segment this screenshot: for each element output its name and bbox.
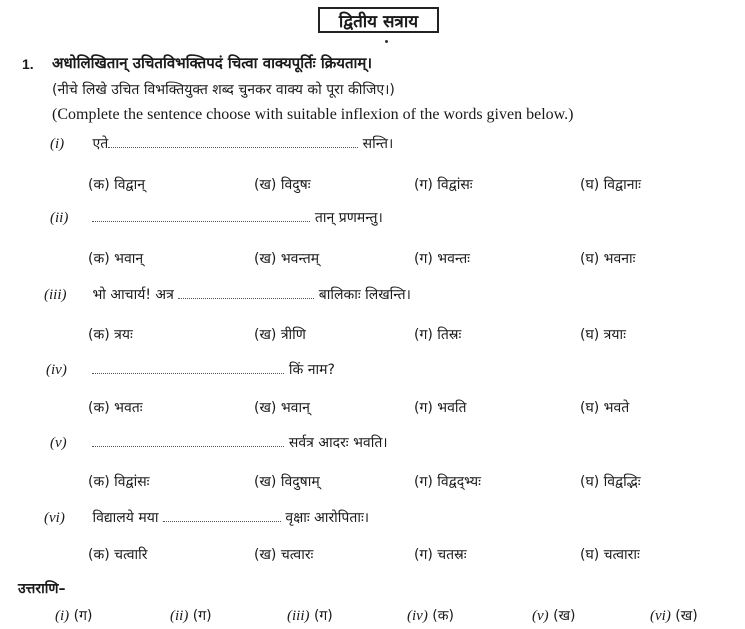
option: (क) भवान् bbox=[88, 251, 144, 267]
item-after: बालिकाः लिखन्ति। bbox=[318, 287, 411, 303]
item-vi bbox=[44, 508, 369, 527]
item-number: (ii) bbox=[50, 210, 69, 226]
blank[interactable] bbox=[163, 511, 281, 522]
question-heading: अधोलिखितान् उचितविभक्तिपदं चित्वा वाक्यपूर्तिः क्रियताम्। bbox=[52, 54, 373, 72]
question-number: 1. bbox=[22, 56, 34, 72]
option: (घ) भवते bbox=[580, 400, 630, 416]
item-after: सन्ति। bbox=[362, 136, 394, 152]
item-before: भो आचार्य! अत्र bbox=[92, 287, 174, 303]
blank[interactable] bbox=[92, 363, 284, 374]
item-before: विद्यालये मया bbox=[92, 510, 159, 526]
option: (ग) तिस्रः bbox=[414, 327, 462, 343]
section-title-text: द्वितीय सत्राय bbox=[338, 11, 419, 32]
option: (ख) विदुषः bbox=[254, 177, 311, 193]
answer-number: (iv) bbox=[407, 608, 428, 624]
answer-ii bbox=[170, 606, 212, 625]
answer-number: (ii) bbox=[170, 608, 189, 624]
option: (घ) त्रयाः bbox=[580, 327, 626, 343]
blank[interactable] bbox=[178, 288, 314, 299]
answer-i bbox=[55, 606, 92, 625]
item-after: तान् प्रणमन्तु। bbox=[314, 210, 383, 226]
hindi-instruction: (नीचे लिखे उचित विभक्तियुक्त शब्द चुनकर वाक्य को पूरा कीजिए।) bbox=[52, 82, 395, 98]
answer-value: (ग) bbox=[313, 608, 333, 624]
item-iii bbox=[44, 285, 411, 304]
item-number: (iv) bbox=[46, 362, 67, 378]
option: (ख) भवान् bbox=[254, 400, 310, 416]
item-after: किं नाम? bbox=[288, 362, 335, 378]
answer-value: (क) bbox=[432, 608, 454, 624]
option: (ग) विद्वांसः bbox=[414, 177, 473, 193]
answer-value: (ग) bbox=[192, 608, 212, 624]
option: (ग) चतस्रः bbox=[414, 547, 467, 563]
answer-number: (vi) bbox=[650, 608, 671, 624]
scan-dot bbox=[385, 40, 388, 43]
option: (घ) विद्वानाः bbox=[580, 177, 641, 193]
item-number: (vi) bbox=[44, 510, 65, 526]
item-number: (v) bbox=[50, 435, 67, 451]
option: (क) विद्वान् bbox=[88, 177, 145, 193]
answer-iii bbox=[287, 606, 333, 625]
item-after: वृक्षाः आरोपिताः। bbox=[285, 510, 370, 526]
blank[interactable] bbox=[92, 211, 310, 222]
answers-heading: उत्तराणि– bbox=[18, 581, 66, 597]
option: (ख) त्रीणि bbox=[254, 327, 306, 343]
option: (घ) चत्वाराः bbox=[580, 547, 640, 563]
answer-vi bbox=[650, 606, 698, 625]
option: (क) भवतः bbox=[88, 400, 143, 416]
option: (ग) भवति bbox=[414, 400, 467, 416]
answer-number: (v) bbox=[532, 608, 549, 624]
item-before: एते bbox=[92, 136, 109, 152]
item-ii bbox=[50, 208, 383, 227]
item-v bbox=[50, 433, 388, 452]
item-number: (i) bbox=[50, 136, 65, 152]
answer-number: (iii) bbox=[287, 608, 310, 624]
option: (ग) विद्वद्भ्यः bbox=[414, 474, 481, 490]
item-iv bbox=[46, 360, 335, 379]
option: (घ) भवनाः bbox=[580, 251, 636, 267]
answer-iv bbox=[407, 606, 454, 625]
option: (क) त्रयः bbox=[88, 327, 133, 343]
item-after: सर्वत्र आदरः भवति। bbox=[288, 435, 388, 451]
option: (क) विद्वांसः bbox=[88, 474, 150, 490]
option: (ख) भवन्तम् bbox=[254, 251, 320, 267]
answer-value: (ख) bbox=[675, 608, 698, 624]
option: (ख) चत्वारः bbox=[254, 547, 314, 563]
item-number: (iii) bbox=[44, 287, 67, 303]
option: (घ) विद्वद्भिः bbox=[580, 474, 641, 490]
blank[interactable] bbox=[92, 436, 284, 447]
answer-value: (ग) bbox=[73, 608, 93, 624]
answer-number: (i) bbox=[55, 608, 70, 624]
option: (ख) विदुषाम् bbox=[254, 474, 320, 490]
option: (क) चत्वारि bbox=[88, 547, 148, 563]
answer-v bbox=[532, 606, 576, 625]
answer-value: (ख) bbox=[553, 608, 576, 624]
blank[interactable] bbox=[108, 137, 358, 148]
option: (ग) भवन्तः bbox=[414, 251, 471, 267]
item-i bbox=[50, 134, 393, 153]
section-title bbox=[318, 7, 439, 33]
english-instruction: (Complete the sentence choose with suitable inflexion of the words given below.) bbox=[52, 106, 574, 123]
